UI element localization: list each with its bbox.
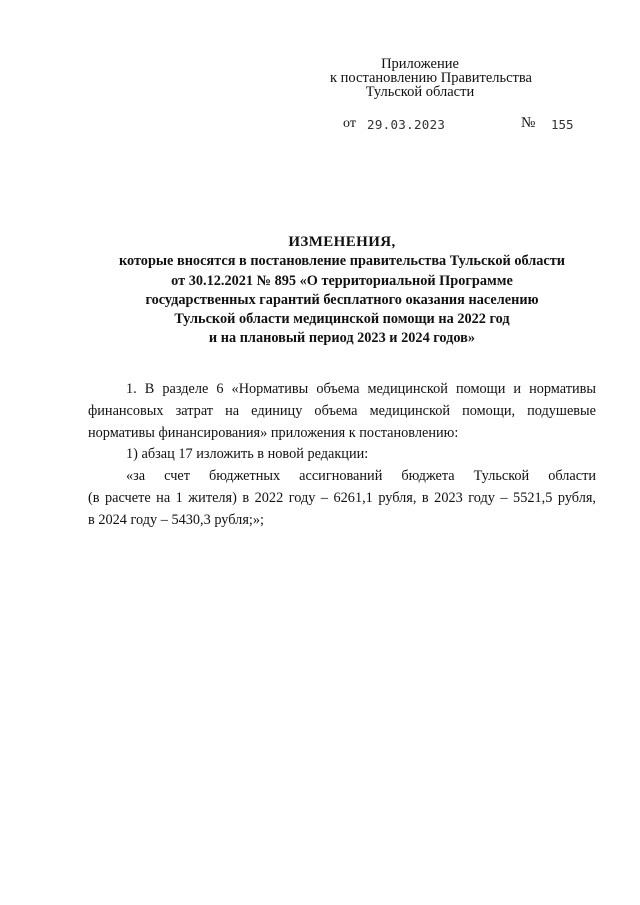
document-stamp	[343, 116, 583, 134]
document-title	[70, 233, 614, 349]
item-1-paragraph	[88, 379, 596, 444]
annex-header	[330, 56, 532, 100]
title-line: Тульской области медицинской помощи на 2022 год	[174, 311, 510, 328]
quote-paragraph	[88, 466, 596, 531]
title-line: и на плановый период 2023 и 2024 годов»	[208, 330, 476, 347]
title-heading: ИЗМЕНЕНИЯ,	[288, 234, 396, 250]
paragraph-line: нормативы финансирования» приложения к постановлению:	[88, 424, 459, 441]
title-line: от 30.12.2021 № 895 «О территориальной Программе	[171, 272, 513, 289]
title-line: государственных гарантий бесплатного оказания населению	[145, 291, 539, 308]
annex-title: Приложение	[381, 56, 459, 72]
annex-region: Тульской области	[365, 84, 475, 100]
subitem-1-paragraph	[88, 444, 596, 466]
paragraph-line: 1) абзац 17 изложить в новой редакции:	[126, 446, 369, 463]
paragraph-line: финансовых затрат на единицу объема медицинской помощи, подушевые	[88, 402, 596, 419]
paragraph-line: «за счет бюджетных ассигнований бюджета Тульской области	[126, 468, 596, 485]
document-body	[88, 379, 596, 532]
paragraph-line: в 2024 году – 5430,3 рубля;»;	[88, 511, 264, 528]
number-sign: №	[521, 115, 536, 131]
paragraph-line: (в расчете на 1 жителя) в 2022 году – 6261,1 рубля, в 2023 году – 5521,5 рубля,	[88, 489, 596, 506]
date-label: от	[343, 116, 356, 131]
document-date: 29.03.2023	[367, 117, 446, 132]
annex-reference: к постановлению Правительства	[330, 70, 532, 86]
document-number: 155	[551, 117, 574, 132]
title-line: которые вносятся в постановление правительства Тульской области	[118, 253, 566, 270]
paragraph-line: 1. В разделе 6 «Нормативы объема медицинской помощи и нормативы	[126, 381, 596, 397]
